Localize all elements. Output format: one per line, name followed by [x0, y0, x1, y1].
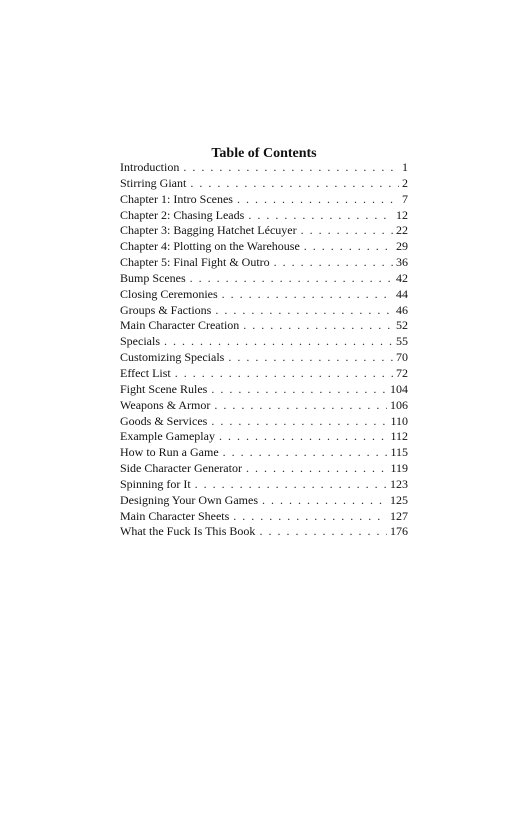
toc-dot-leader — [219, 429, 387, 445]
toc-entry-label: Designing Your Own Games — [120, 492, 258, 507]
toc-entry[interactable] — [120, 255, 408, 271]
toc-entry[interactable] — [120, 398, 408, 414]
toc-entry-label: Weapons & Armor — [120, 397, 211, 412]
toc-entry-page-number: 12 — [396, 207, 408, 222]
toc-dot-leader — [233, 509, 387, 525]
toc-dot-leader — [274, 255, 393, 271]
toc-dot-leader — [228, 350, 393, 366]
toc-title: Table of Contents — [211, 146, 317, 161]
toc-dot-leader — [304, 239, 393, 255]
toc-entry-label: Effect List — [120, 365, 171, 380]
toc-entry-label: Specials — [120, 334, 160, 349]
toc-entry[interactable] — [120, 176, 408, 192]
toc-entry-label: Customizing Specials — [120, 350, 225, 365]
toc-entry[interactable] — [120, 524, 408, 540]
toc-entry[interactable] — [120, 318, 408, 334]
toc-entry-label: Goods & Services — [120, 413, 208, 428]
toc-entry-page-number: 46 — [396, 302, 408, 317]
toc-dot-leader — [262, 493, 387, 509]
toc-entry[interactable] — [120, 223, 408, 239]
toc-entry-page-number: 29 — [396, 239, 408, 254]
toc-dot-leader — [190, 271, 393, 287]
toc-entry-label: Chapter 2: Chasing Leads — [120, 207, 245, 222]
toc-entry-page-number: 52 — [396, 318, 408, 333]
toc-entry[interactable] — [120, 461, 408, 477]
toc-entry-label: Example Gameplay — [120, 429, 215, 444]
toc-entry-label: Spinning for It — [120, 476, 191, 491]
toc-entry-label: Bump Scenes — [120, 270, 186, 285]
toc-entry[interactable] — [120, 350, 408, 366]
toc-entry[interactable] — [120, 192, 408, 208]
toc-entry[interactable] — [120, 239, 408, 255]
toc-entry-page-number: 115 — [390, 445, 408, 460]
toc-list — [120, 160, 408, 540]
toc-entry-page-number: 176 — [390, 524, 408, 539]
toc-entry[interactable] — [120, 493, 408, 509]
toc-dot-leader — [211, 382, 387, 398]
toc-entry-label: Chapter 5: Final Fight & Outro — [120, 255, 270, 270]
toc-entry-page-number: 110 — [390, 413, 408, 428]
toc-entry-page-number: 127 — [390, 508, 408, 523]
toc-entry-label: Side Character Generator — [120, 461, 242, 476]
toc-dot-leader — [164, 334, 393, 350]
toc-entry-page-number: 70 — [396, 350, 408, 365]
toc-dot-leader — [243, 318, 393, 334]
toc-entry[interactable] — [120, 429, 408, 445]
toc-entry[interactable] — [120, 509, 408, 525]
toc-entry[interactable] — [120, 334, 408, 350]
toc-entry-page-number: 112 — [390, 429, 408, 444]
toc-entry-label: How to Run a Game — [120, 445, 219, 460]
toc-dot-leader — [214, 398, 387, 414]
toc-dot-leader — [222, 287, 393, 303]
toc-entry-page-number: 125 — [390, 492, 408, 507]
toc-entry-page-number: 1 — [402, 160, 408, 174]
toc-entry[interactable] — [120, 208, 408, 224]
toc-entry-label: Chapter 1: Intro Scenes — [120, 191, 233, 206]
toc-entry[interactable] — [120, 445, 408, 461]
toc-entry-page-number: 119 — [390, 461, 408, 476]
toc-entry-page-number: 44 — [396, 286, 408, 301]
toc-entry-label: Groups & Factions — [120, 302, 212, 317]
toc-entry-label: Chapter 4: Plotting on the Warehouse — [120, 239, 300, 254]
toc-entry[interactable] — [120, 366, 408, 382]
toc-entry-label: What the Fuck Is This Book — [120, 524, 256, 539]
toc-dot-leader — [211, 414, 387, 430]
toc-entry-page-number: 104 — [390, 381, 408, 396]
toc-entry[interactable] — [120, 303, 408, 319]
toc-entry-label: Closing Ceremonies — [120, 286, 218, 301]
toc-entry-page-number: 22 — [396, 223, 408, 238]
toc-entry-label: Fight Scene Rules — [120, 381, 208, 396]
toc-dot-leader — [301, 223, 393, 239]
toc-dot-leader — [190, 176, 399, 192]
toc-entry-page-number: 72 — [396, 365, 408, 380]
toc-dot-leader — [237, 192, 399, 208]
toc-entry-label: Main Character Creation — [120, 318, 240, 333]
toc-entry-page-number: 55 — [396, 334, 408, 349]
toc-dot-leader — [195, 477, 387, 493]
toc-entry[interactable] — [120, 271, 408, 287]
toc-dot-leader — [175, 366, 393, 382]
toc-entry-page-number: 106 — [390, 397, 408, 412]
toc-entry-label: Main Character Sheets — [120, 508, 230, 523]
toc-entry-page-number: 2 — [402, 175, 408, 190]
toc-entry[interactable] — [120, 160, 408, 176]
toc-entry-page-number: 123 — [390, 476, 408, 491]
toc-dot-leader — [215, 303, 393, 319]
toc-entry[interactable] — [120, 477, 408, 493]
toc-entry-page-number: 36 — [396, 255, 408, 270]
toc-dot-leader — [223, 445, 388, 461]
toc-entry-label: Stirring Giant — [120, 175, 187, 190]
toc-dot-leader — [259, 524, 387, 540]
toc-dot-leader — [246, 461, 387, 477]
toc-entry-label: Introduction — [120, 160, 180, 174]
toc-entry[interactable] — [120, 287, 408, 303]
toc-entry[interactable] — [120, 382, 408, 398]
toc-entry-page-number: 42 — [396, 270, 408, 285]
toc-entry[interactable] — [120, 414, 408, 430]
toc-dot-leader — [248, 208, 393, 224]
toc-entry-page-number: 7 — [402, 191, 408, 206]
toc-entry-label: Chapter 3: Bagging Hatchet Lécuyer — [120, 223, 297, 238]
toc-dot-leader — [183, 160, 399, 176]
